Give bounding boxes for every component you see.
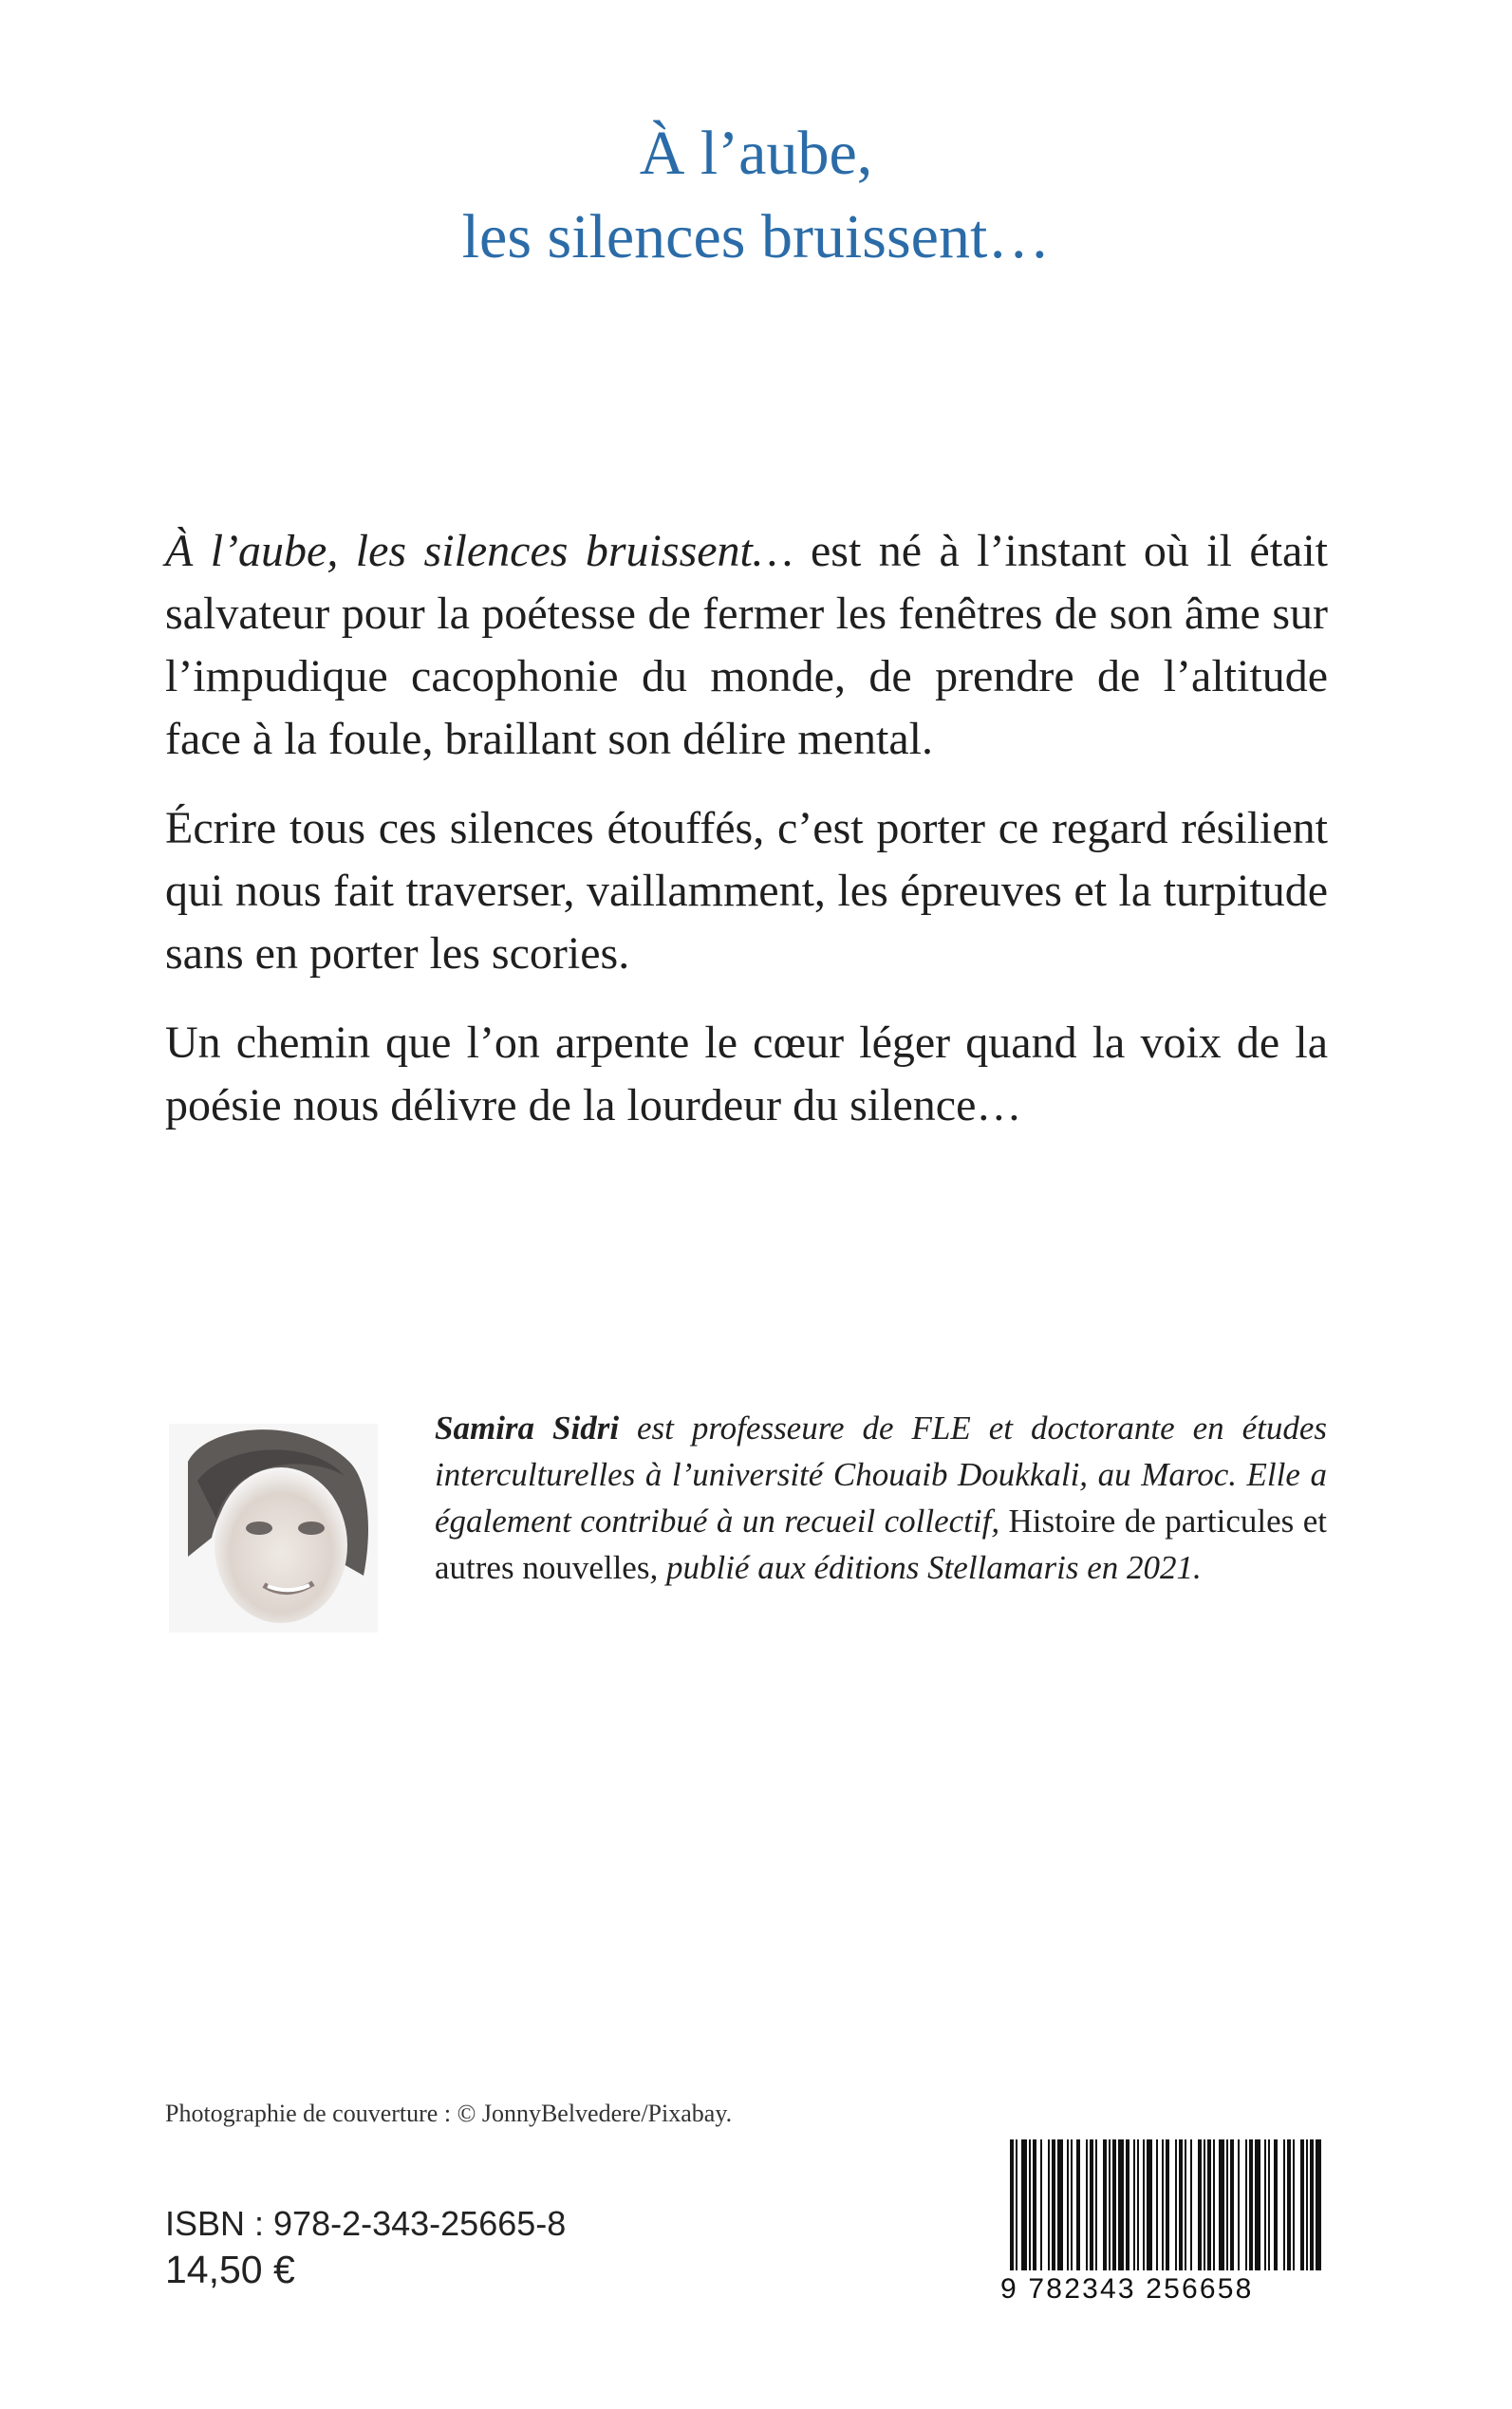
author-name: Samira Sidri	[435, 1410, 620, 1447]
title-line-1: À l’aube,	[639, 119, 873, 188]
bio-book-title: Histoire de particules et autres nouvelles	[435, 1503, 1327, 1586]
blurb-paragraph-3: Un chemin que l’on arpente le cœur léger quand la voix de la poésie nous délivre de la lourdeur du silence…	[165, 1018, 1328, 1130]
author-photo	[169, 1424, 378, 1633]
blurb-p1-text: est né à l’instant où il était salvateur pour la poétesse de fermer les fenêtres de son âme sur l’impudique cacophonie du monde, de prendre de l’altitude face à la foule, braillant son délire mental.	[165, 526, 1329, 764]
bio-text-2: , publié aux éditions Stellamaris en 2021.	[649, 1549, 1202, 1586]
barcode-bars	[1010, 2139, 1321, 2270]
author-bio-text	[435, 1405, 1327, 1591]
barcode-digits: 9 782343 256658	[1000, 2273, 1254, 2305]
blurb-paragraph-1	[165, 520, 1328, 771]
author-bio	[435, 1405, 1327, 1591]
blurb-book-title: À l’aube, les silences bruissent…	[165, 526, 793, 576]
photo-credit: Photographie de couverture : © JonnyBelvedere/Pixabay.	[165, 2100, 733, 2127]
blurb-paragraph-2: Écrire tous ces silences étouffés, c’est porter ce regard résilient qui nous fait traverser, vaillamment, les épreuves et la turpitude sans en porter les scories.	[165, 803, 1328, 979]
back-cover-title	[0, 112, 1512, 279]
blurb	[165, 520, 1328, 1164]
isbn: ISBN : 978-2-343-25665-8	[165, 2204, 567, 2243]
title-line-2: les silences bruissent…	[461, 202, 1051, 271]
author-portrait-image	[169, 1424, 378, 1633]
price: 14,50 €	[165, 2248, 295, 2291]
bio-text-1: est professeure de FLE et doctorante en études interculturelles à l’université Chouaib Doukkali, au Maroc. Elle a également contribué à un recueil collectif,	[435, 1410, 1327, 1540]
